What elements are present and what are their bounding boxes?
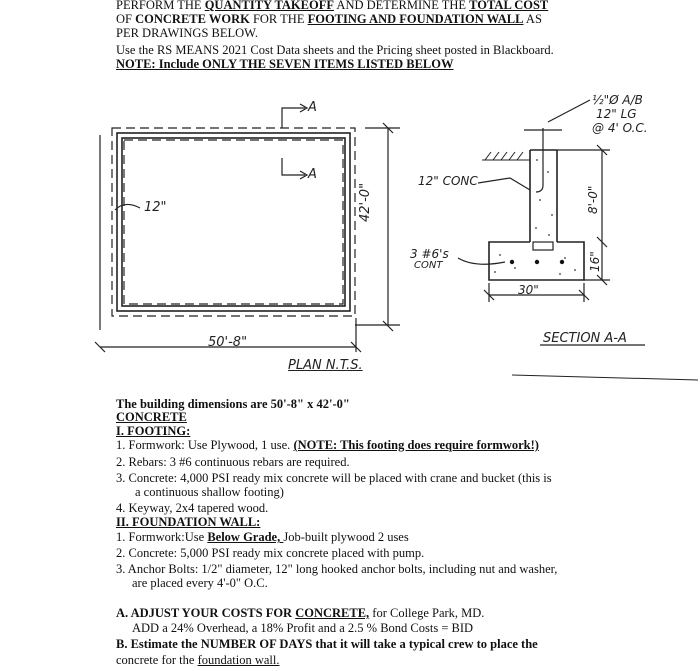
wall-item-2: 2. Concrete: 5,000 PSI ready mix concrete placed with pump. xyxy=(116,546,425,560)
wall-height-label: 8'-0" xyxy=(586,185,600,214)
concrete-emphasis: CONCRETE, xyxy=(295,606,370,620)
wall-item-3-cont: are placed every 4'-0" O.C. xyxy=(132,576,268,590)
task-b-line-2 xyxy=(116,653,280,667)
task-a-line-2: ADD a 24% Overhead, a 18% Profit and a 2.5 % Bond Costs = BID xyxy=(132,621,474,635)
anchor-note-3: @ 4' O.C. xyxy=(592,121,648,135)
footing-height-label: 16" xyxy=(588,251,602,272)
rebar-bars xyxy=(510,260,564,264)
anchor-note-leader xyxy=(548,100,590,122)
rebar-label-2: CONT xyxy=(414,260,443,271)
wall-concrete-label: 12" CONC xyxy=(418,174,478,188)
formwork-note: (NOTE: This footing does require formwork!) xyxy=(293,438,539,452)
below-grade-emphasis: Below Grade, xyxy=(207,530,284,544)
wall-item-1 xyxy=(116,530,409,544)
section-keyway xyxy=(533,242,553,250)
plan-width-label: 50'-8" xyxy=(208,335,248,350)
foundation-wall-heading: II. FOUNDATION WALL: xyxy=(116,515,261,529)
plan-wall-thickness-label: 12" xyxy=(144,200,167,215)
plan-outer-outline xyxy=(112,128,355,316)
grade-hatch xyxy=(482,152,530,160)
section-title: SECTION A-A xyxy=(543,331,627,346)
intro-text: AND DETERMINE THE xyxy=(333,0,470,12)
plan-inner-outline xyxy=(124,140,343,304)
wall-item-text: Job-built plywood 2 uses xyxy=(283,530,409,544)
task-a-text: for College Park, MD. xyxy=(369,606,485,620)
concrete-stipple xyxy=(494,159,576,275)
page-divider xyxy=(512,375,698,380)
plan-wall-outer xyxy=(117,133,350,311)
wall-label-leader xyxy=(478,178,530,190)
task-a-line-1 xyxy=(116,606,484,620)
wall-item-3: 3. Anchor Bolts: 1/2" diameter, 12" long hooked anchor bolts, including nut and washer, xyxy=(116,562,558,576)
footing-item-4: 4. Keyway, 2x4 tapered wood. xyxy=(116,501,269,515)
wall-thickness-leader xyxy=(115,204,140,210)
rebar-label-1: 3 #6's xyxy=(410,247,449,261)
intro-line-3: PER DRAWINGS BELOW. xyxy=(116,26,258,40)
intro-text: PERFORM THE xyxy=(116,0,205,12)
concrete-work-emphasis: CONCRETE WORK xyxy=(135,12,250,26)
footing-item-2: 2. Rebars: 3 #6 continuous rebars are required. xyxy=(116,455,350,469)
footing-item-1 xyxy=(116,438,539,452)
task-b-text: concrete for the xyxy=(116,653,198,667)
section-marker-top-label: A xyxy=(308,100,317,115)
building-dimensions: The building dimensions are 50'-8" x 42'-0" xyxy=(116,397,350,411)
task-b-line-1: B. Estimate the NUMBER OF DAYS that it will take a typical crew to place the xyxy=(116,637,538,651)
plan-title: PLAN N.T.S. xyxy=(288,358,363,373)
rebar-label-leader xyxy=(458,258,505,264)
task-a-text: A. ADJUST YOUR COSTS FOR xyxy=(116,606,296,620)
anchor-note-2: 12" LG xyxy=(596,107,637,121)
section-marker-mid-label: A xyxy=(308,167,317,182)
footing-item-text: 1. Formwork: Use Plywood, 1 use. xyxy=(116,438,294,452)
footing-width-label: 30" xyxy=(518,283,539,297)
intro-line-4: Use the RS MEANS 2021 Cost Data sheets and the Pricing sheet posted in Blackboard. xyxy=(116,43,554,57)
plan-wall-inner xyxy=(122,138,345,306)
footing-item-3: 3. Concrete: 4,000 PSI ready mix concrete will be placed with crane and bucket (this is xyxy=(116,471,552,485)
intro-text: FOR THE xyxy=(249,12,308,26)
footing-heading: I. FOOTING: xyxy=(116,424,191,438)
footing-item-3-cont: a continuous shallow footing) xyxy=(135,485,284,499)
foundation-wall-emphasis: foundation wall. xyxy=(197,653,280,667)
footing-foundation-emphasis: FOOTING AND FOUNDATION WALL xyxy=(307,12,524,26)
seven-items-note: NOTE: Include ONLY THE SEVEN ITEMS LISTED BELOW xyxy=(116,57,454,71)
anchor-note-1: ½"Ø A/B xyxy=(592,93,643,107)
intro-text: AS xyxy=(523,12,542,26)
concrete-heading: CONCRETE xyxy=(116,410,187,424)
quantity-takeoff-emphasis: QUANTITY TAKEOFF xyxy=(204,0,334,12)
wall-item-text: 1. Formwork:Use xyxy=(116,530,208,544)
intro-text: OF xyxy=(116,12,136,26)
plan-depth-label: 42'-0" xyxy=(358,182,373,222)
total-cost-emphasis: TOTAL COST xyxy=(469,0,549,12)
